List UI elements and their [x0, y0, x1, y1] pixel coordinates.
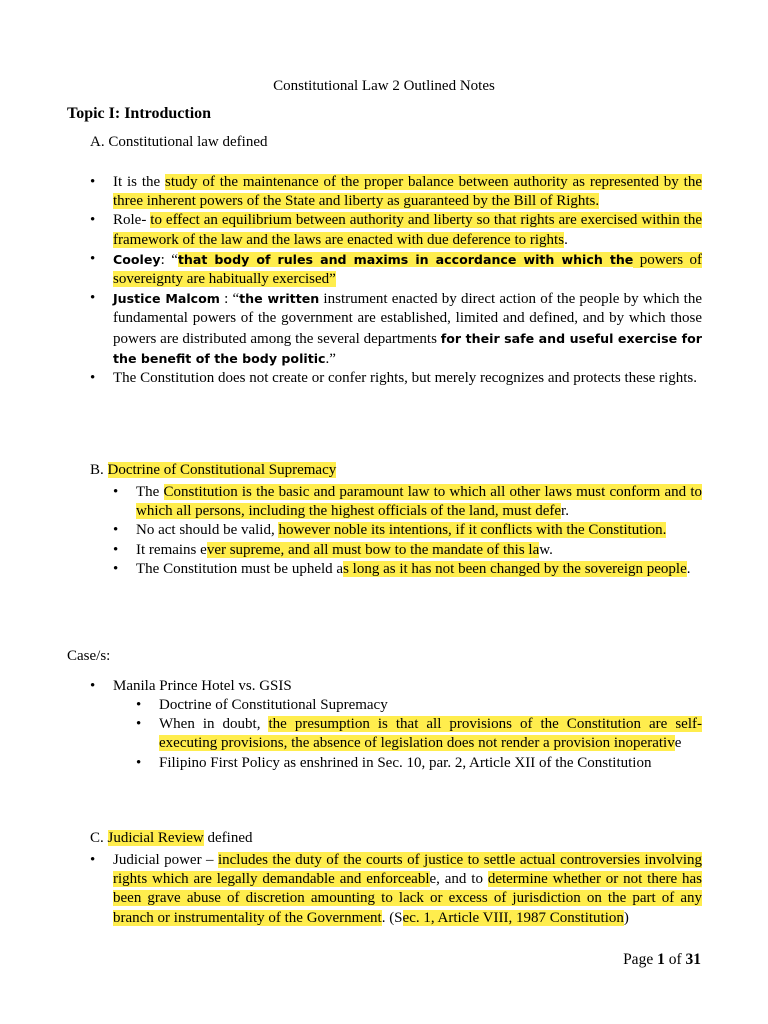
highlight: includes the duty of the courts of justice to settle actual controversies involving rights which are legally demandable and enforceabl — [113, 852, 702, 888]
list-item: • The Constitution is the basic and paramount law to which all other laws must conform and to which all persons, including the highest officials of the land, must defer. — [113, 483, 702, 521]
list-item: • The Constitution must be upheld as long as it has not been changed by the sovereign people. — [113, 560, 702, 579]
list-item: • The Constitution does not create or confer rights, but merely recognizes and protects these rights. — [90, 369, 702, 388]
highlight: the presumption is that all provisions of the Constitution are self-executing provisions, the absence of legislation does not render a provision inoperativ — [159, 716, 703, 752]
section-a-list — [90, 173, 702, 388]
list-item: • Manila Prince Hotel vs. GSIS — [90, 677, 702, 696]
page-number: Page 1 of 31 — [623, 951, 701, 968]
list-item: • Judicial power – includes the duty of the courts of justice to settle actual controversies involving rights which are legally demandable and enforceable, and to determine whether or not there has been grave abuse of discretion amounting to lack or excess of jurisdiction on the part of any branch or instrumentality of the Government. (Sec. 1, Article VIII, 1987 Constitution) — [90, 851, 702, 928]
list-item: • Filipino First Policy as enshrined in Sec. 10, par. 2, Article XII of the Constitution — [136, 754, 702, 773]
section-a-heading: A. Constitutional law defined — [90, 134, 268, 150]
highlight: that body of rules and maxims in accordance with which the — [177, 251, 634, 267]
highlight: ec. 1, Article VIII, 1987 Constitution — [402, 909, 624, 926]
list-item: • Doctrine of Constitutional Supremacy — [136, 696, 702, 715]
highlight: powers of sovereignty are habitually exercised — [113, 251, 702, 288]
section-b-list — [113, 483, 702, 579]
list-item: • When in doubt, the presumption is that all provisions of the Constitution are self-executing provisions, the absence of legislation does not render a provision inoperative — [136, 715, 702, 753]
document-title: Constitutional Law 2 Outlined Notes — [273, 78, 495, 94]
section-c-list — [90, 851, 702, 928]
highlight: study of the maintenance of the proper balance between authority as represented by the three inherent powers of the State and liberty as guaranteed by the Bill of Rights. — [113, 174, 702, 210]
highlight: however noble its intentions, if it conflicts with the Constitution. — [278, 522, 667, 539]
highlight: determine whether or not there has been grave abuse of discretion amounting to lack or excess of jurisdiction on the part of any branch or instrumentality of the Government — [113, 871, 703, 926]
topic-heading: Topic I: Introduction — [67, 105, 212, 122]
list-item: • Role- to effect an equilibrium between authority and liberty so that rights are exercised within the framework of the law and the laws are enacted with due deference to rights. — [90, 211, 702, 249]
cases-list — [90, 677, 702, 696]
list-item: • No act should be valid, however noble its intentions, if it conflicts with the Constitution. — [113, 521, 702, 540]
section-c-heading: C. Judicial Review defined — [90, 830, 253, 846]
case-sublist — [136, 696, 702, 773]
highlight: to effect an equilibrium between authority and liberty so that rights are exercised within the framework of the law and the laws are enacted with due deference to rights — [113, 212, 703, 248]
cases-label: Case/s: — [67, 648, 111, 664]
list-item: • It is the study of the maintenance of the proper balance between authority as represented by the three inherent powers of the State and liberty as guaranteed by the Bill of Rights. — [90, 173, 702, 211]
highlight: Constitution is the basic and paramount law to which all other laws must conform and to which all persons, including the highest officials of the land, must defe — [136, 484, 702, 520]
highlight: ver supreme, and all must bow to the mandate of this la — [206, 541, 540, 558]
list-item: • Cooley: “that body of rules and maxims in accordance with which the powers of sovereignty are habitually exercised” — [90, 250, 702, 289]
section-b-heading: B. Doctrine of Constitutional Supremacy — [90, 462, 337, 478]
list-item: • Justice Malcom : “the written instrument enacted by direct action of the people by which the fundamental powers of the government are established, limited and defined, and by which those powers are distributed among the several departments for their safe and useful exercise for the benefit of the body politic.” — [90, 289, 702, 369]
list-item: • It remains ever supreme, and all must bow to the mandate of this law. — [113, 541, 702, 560]
highlight: s long as it has not been changed by the sovereign people — [343, 560, 687, 577]
